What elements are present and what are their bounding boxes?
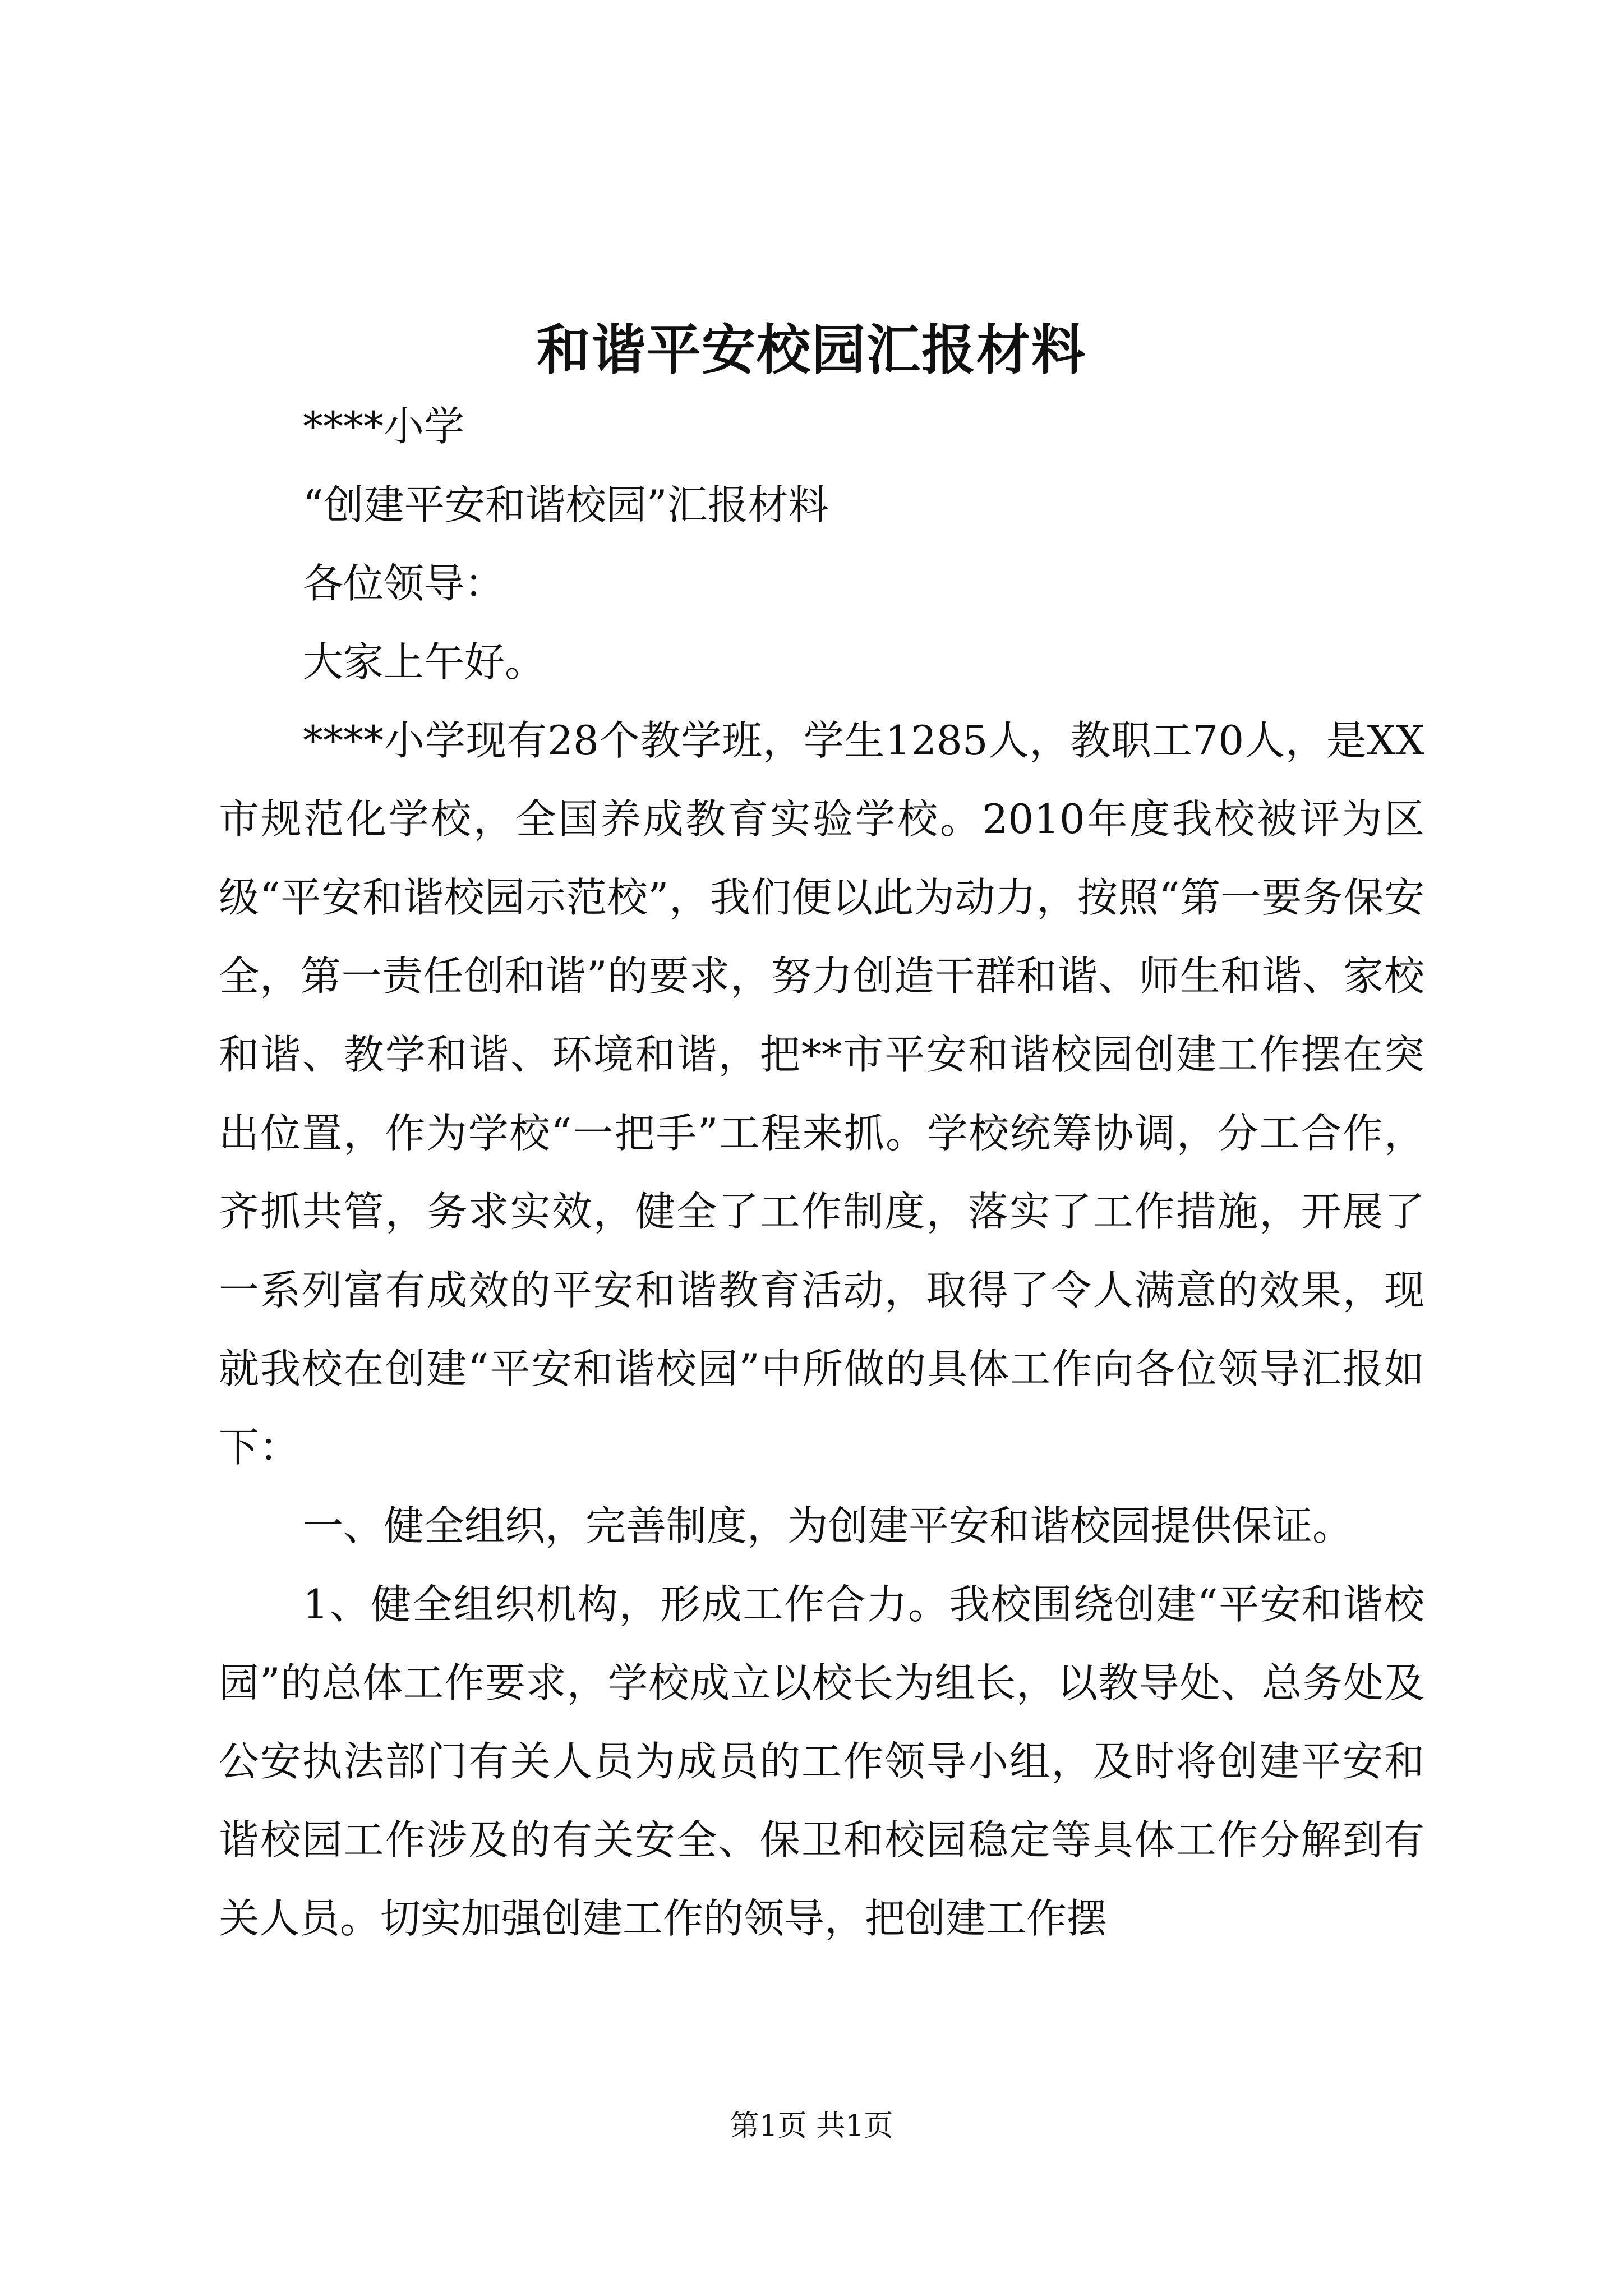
school-name-line: ****小学: [303, 403, 465, 450]
document-title: 和谐平安校园汇报材料: [537, 318, 1086, 382]
section-1-paragraph: 1、健全组织机构，形成工作合力。我校围绕创建“平安和谐校园”的总体工作要求，学校成立以校长为组长，以教导处、总务处及公安执法部门有关人员为成员的工作领导小组，及时将创建平安和谐校园工作涉及的有关安全、保卫和校园稳定等具体工作分解到有关人员。切实加强创建工作的领导，把创建工作摆: [219, 1581, 1424, 1942]
section-heading-1: 一、健全组织，完善制度，为创建平安和谐校园提供保证。: [303, 1502, 1353, 1549]
intro-paragraph: ****小学现有28个教学班，学生1285人，教职工70人，是XX市规范化学校，全国养成教育实验学校。2010年度我校被评为区级“平安和谐校园示范校”，我们便以此为动力，按照“第一要务保安全，第一责任创和谐”的要求，努力创造干群和谐、师生和谐、家校和谐、教学和谐、环境和谐，把**市平安和谐校园创建工作摆在突出位置，作为学校“一把手”工程来抓。学校统筹协调，分工合作，齐抓共管，务求实效，健全了工作制度，落实了工作措施，开展了一系列富有成效的平安和谐教育活动，取得了令人满意的效果，现就我校在创建“平安和谐校园”中所做的具体工作向各位领导汇报如下：: [219, 717, 1424, 1471]
page-footer: 第1页 共1页: [730, 2109, 893, 2143]
document-body: [219, 387, 1424, 1958]
greeting-line: 大家上午好。: [303, 638, 546, 685]
salutation-line: 各位领导：: [303, 560, 505, 607]
subtitle-line: “创建平安和谐校园”汇报材料: [303, 481, 829, 528]
